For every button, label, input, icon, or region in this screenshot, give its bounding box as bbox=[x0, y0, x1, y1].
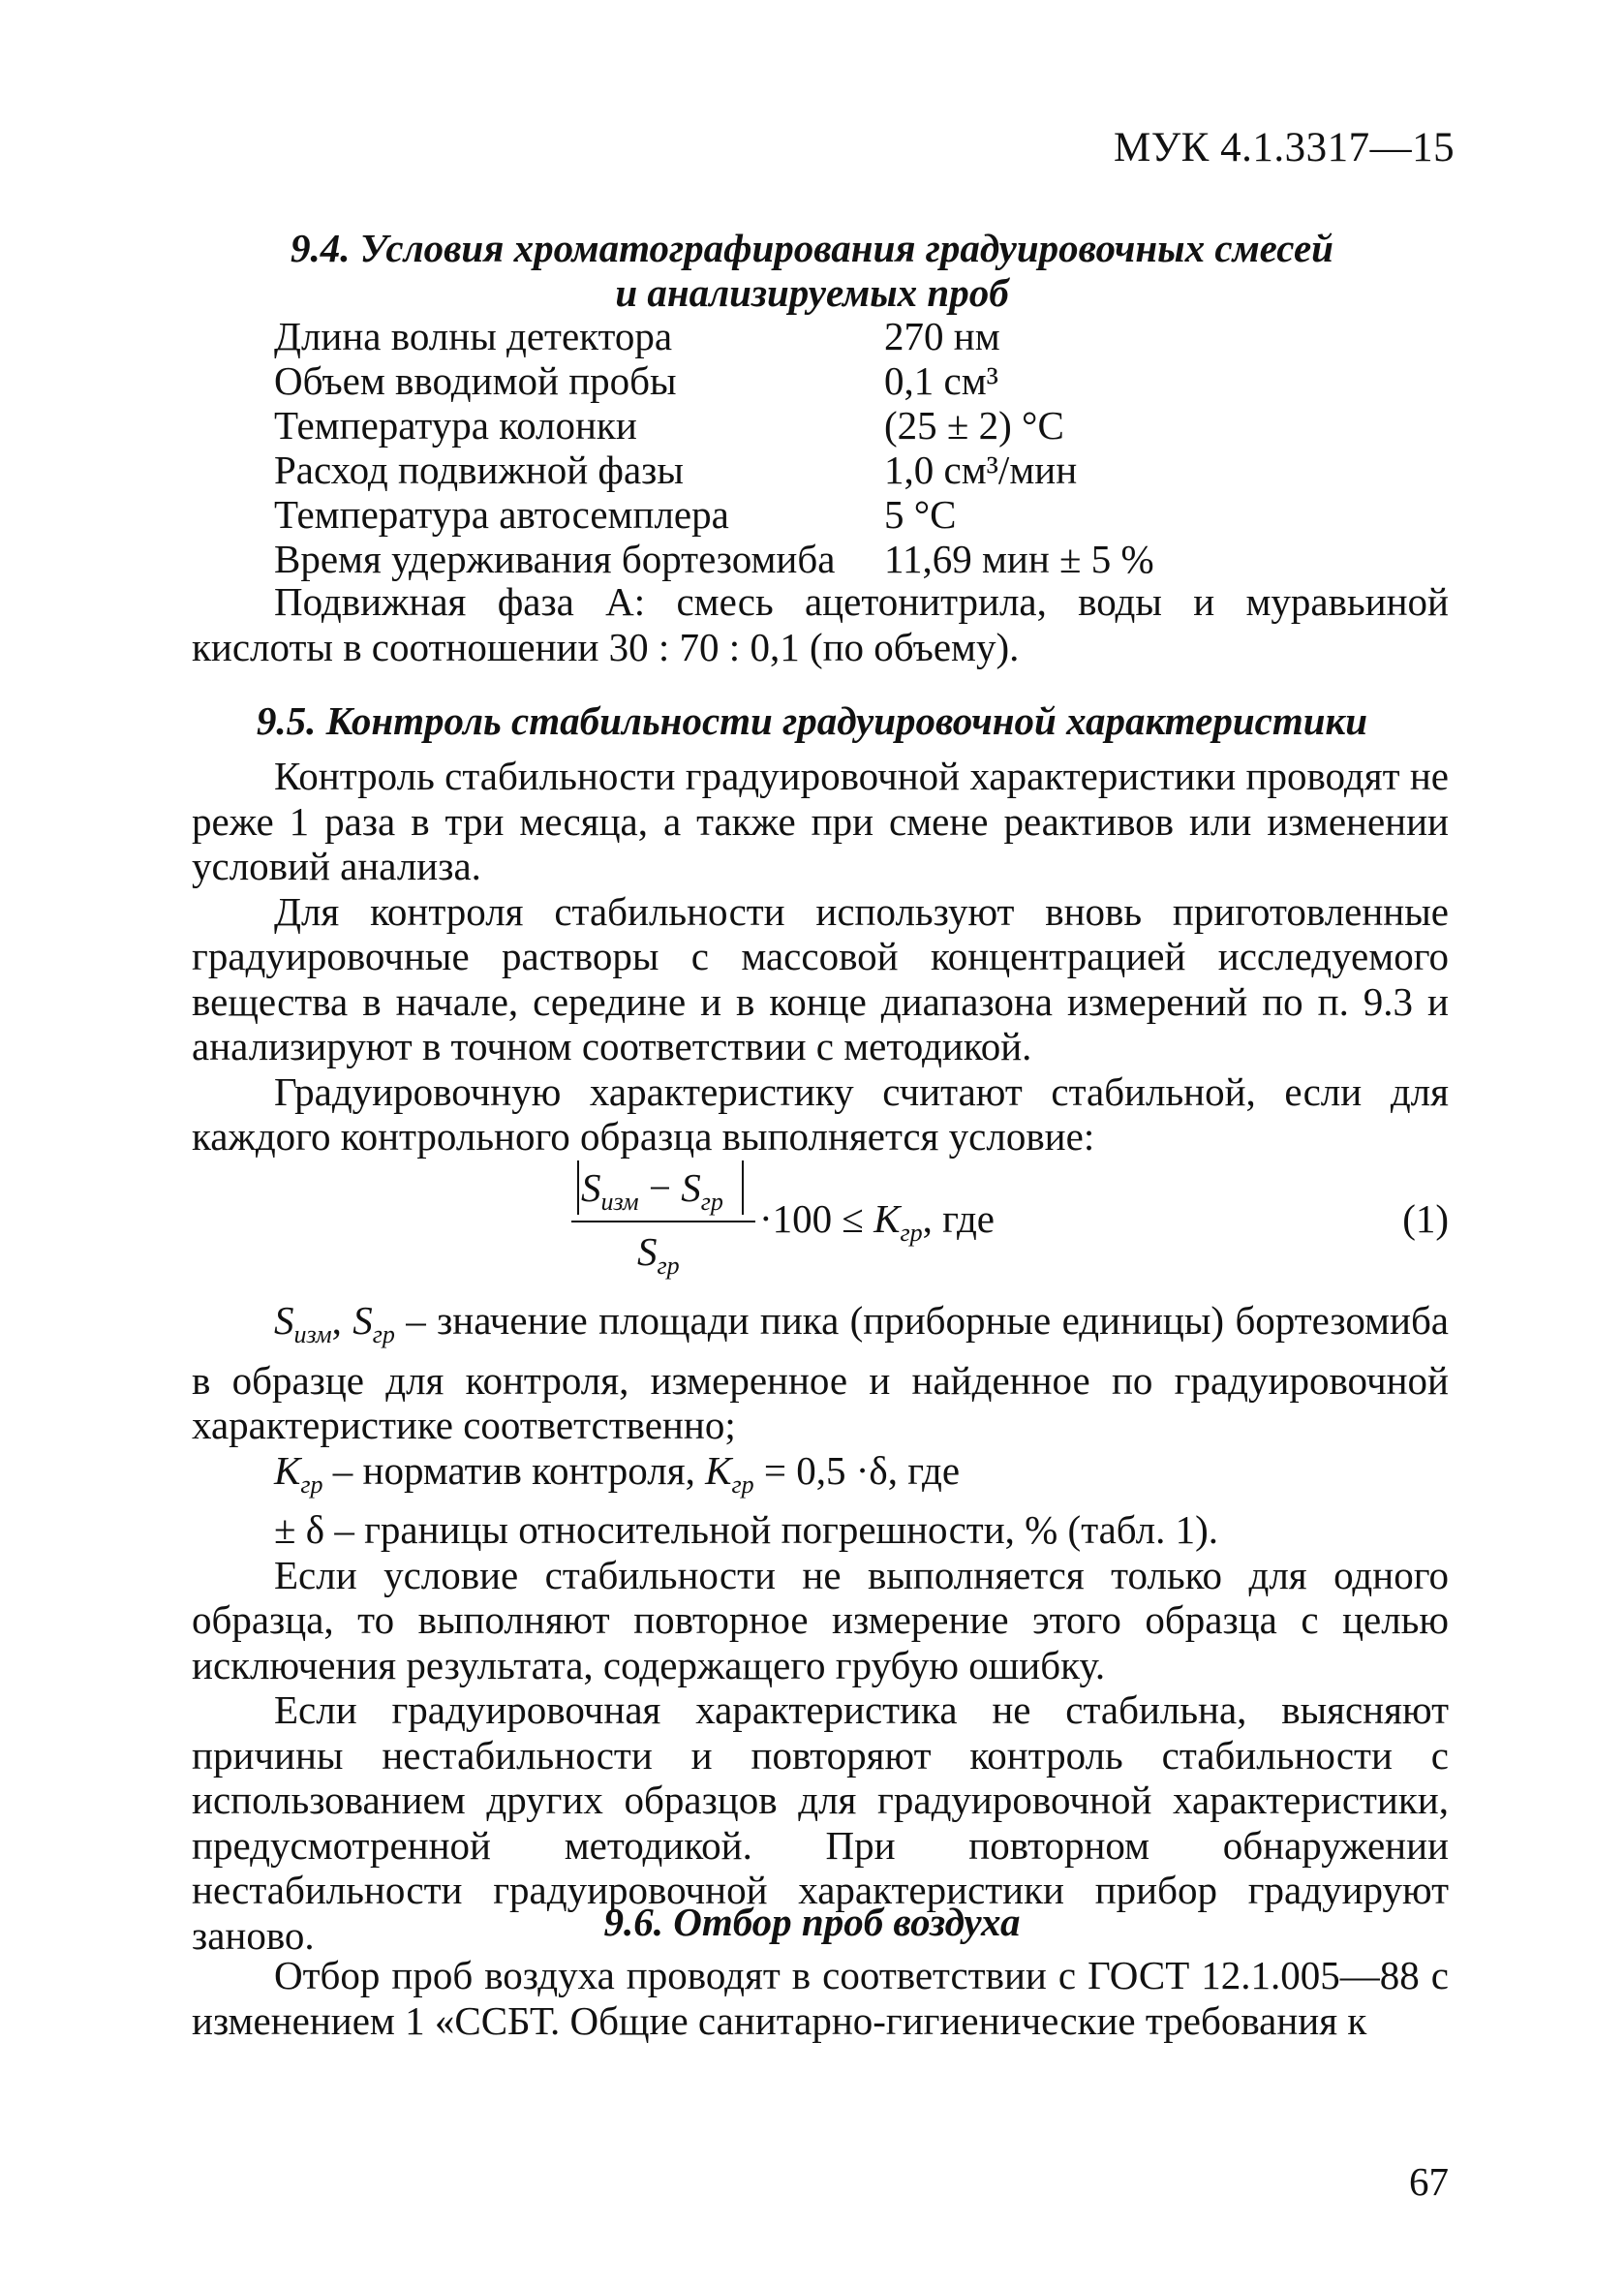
symbol-k: K bbox=[274, 1447, 301, 1493]
mobile-phase-text: Подвижная фаза А: смесь ацетонитрила, воды и муравьиной кислоты в соотношении 30 : 70 : 0,1 (по объему). bbox=[192, 579, 1449, 669]
subscript: гр bbox=[731, 1469, 754, 1499]
section-9-5-body-top bbox=[192, 754, 1449, 1160]
section-9-4-title-line2: и анализируемых проб bbox=[615, 270, 1009, 315]
param-name: Расход подвижной фазы bbox=[274, 448, 684, 492]
param-row bbox=[274, 537, 1154, 581]
definition-tail: = 0,5 ·δ, где bbox=[753, 1447, 961, 1493]
abs-bar-right bbox=[742, 1160, 744, 1215]
symbol-k: K bbox=[873, 1196, 901, 1241]
param-row bbox=[274, 403, 1154, 448]
page-number: 67 bbox=[1409, 2159, 1449, 2204]
subscript: гр bbox=[300, 1469, 323, 1499]
equation-number: (1) bbox=[1402, 1196, 1449, 1241]
document-code-header: МУК 4.1.3317—15 bbox=[1114, 125, 1455, 170]
param-row bbox=[274, 448, 1154, 492]
section-9-5-body-bottom bbox=[192, 1298, 1449, 1958]
subscript: изм bbox=[600, 1188, 639, 1217]
symbol-s: S bbox=[352, 1298, 373, 1343]
param-value: 0,1 см³ bbox=[884, 358, 998, 403]
param-row bbox=[274, 492, 1154, 537]
symbol-s: S bbox=[274, 1298, 294, 1343]
symbol-k: K bbox=[705, 1447, 732, 1493]
chromatography-params-table bbox=[274, 314, 1154, 581]
param-value: (25 ± 2) °С bbox=[884, 403, 1064, 448]
definition-text: – значение площади пика (приборные единицы) бортезомиба в образце для контроля, измеренное и найденное по градуировочной характеристике соответственно; bbox=[192, 1298, 1449, 1448]
paragraph: Градуировочную характеристику считают стабильной, если для каждого контрольного образца выполняется условие: bbox=[192, 1068, 1449, 1159]
section-9-4-title-line1: 9.4. Условия хроматографирования градуировочных смесей bbox=[291, 226, 1333, 270]
mobile-phase-paragraph bbox=[192, 579, 1449, 669]
subscript: гр bbox=[657, 1252, 680, 1281]
paragraph: Если условие стабильности не выполняется только для одного образца, то выполняют повторное измерение этого образца с целью исключения результата, содержащего грубую ошибку. bbox=[192, 1552, 1449, 1687]
section-9-6-title: 9.6. Отбор проб воздуха bbox=[603, 1900, 1021, 1944]
param-value: 270 нм bbox=[884, 314, 1000, 358]
formula-tail: ·100 ≤ bbox=[759, 1196, 874, 1241]
paragraph: Если градуировочная характеристика не стабильна, выясняют причины нестабильности и повторяют контроль стабильности с использованием других образцов для градуировочной характеристики, предусмотренной методикой. При повторном обнаружении нестабильности градуировочной характеристики прибор градуируют заново. bbox=[192, 1687, 1449, 1958]
subscript: гр bbox=[900, 1219, 923, 1248]
separator: , bbox=[331, 1298, 353, 1343]
symbol-s: S bbox=[637, 1229, 658, 1274]
definition-s bbox=[192, 1298, 1449, 1448]
symbol-s: S bbox=[581, 1165, 601, 1210]
definition-k bbox=[192, 1448, 1449, 1508]
formula-rhs bbox=[759, 1195, 995, 1248]
param-value: 5 °С bbox=[884, 492, 957, 537]
symbol-s: S bbox=[681, 1165, 701, 1210]
definition-delta: ± δ – границы относительной погрешности, % (табл. 1). bbox=[274, 1507, 1219, 1553]
param-name: Длина волны детектора bbox=[274, 314, 673, 358]
param-row bbox=[274, 314, 1154, 358]
param-value: 11,69 мин ± 5 % bbox=[884, 537, 1154, 581]
param-name: Объем вводимой пробы bbox=[274, 358, 677, 403]
param-row bbox=[274, 358, 1154, 403]
formula-denominator bbox=[637, 1228, 680, 1281]
subscript: гр bbox=[700, 1188, 723, 1217]
definition-text: – норматив контроля, bbox=[322, 1447, 706, 1493]
param-name: Температура автосемплера bbox=[274, 492, 729, 537]
fraction-line bbox=[571, 1221, 755, 1222]
param-value: 1,0 см³/мин bbox=[884, 448, 1078, 492]
formula-where: , где bbox=[922, 1196, 996, 1241]
formula-numerator bbox=[581, 1164, 723, 1217]
subscript: гр bbox=[372, 1320, 395, 1349]
stability-formula bbox=[571, 1153, 1449, 1298]
param-name: Температура колонки bbox=[274, 403, 637, 448]
paragraph: Для контроля стабильности используют вновь приготовленные градуировочные растворы с массовой концентрацией исследуемого вещества в начале, середине и в конце диапазона измерений по п. 9.3 и анализируют в точном соответствии с методикой. bbox=[192, 888, 1449, 1068]
abs-bar-left bbox=[577, 1160, 579, 1215]
minus-sign: − bbox=[638, 1165, 682, 1210]
param-name: Время удерживания бортезомиба bbox=[274, 537, 836, 581]
subscript: изм bbox=[293, 1320, 332, 1349]
section-9-6-body bbox=[192, 1953, 1449, 2043]
paragraph: Отбор проб воздуха проводят в соответствии с ГОСТ 12.1.005—88 с изменением 1 «ССБТ. Общие санитарно-гигиенические требования к bbox=[192, 1953, 1449, 2043]
section-9-5-title: 9.5. Контроль стабильности градуировочной характеристики bbox=[256, 698, 1368, 743]
paragraph: Контроль стабильности градуировочной характеристики проводят не реже 1 раза в три месяца, а также при смене реактивов или изменении условий анализа. bbox=[192, 754, 1449, 888]
